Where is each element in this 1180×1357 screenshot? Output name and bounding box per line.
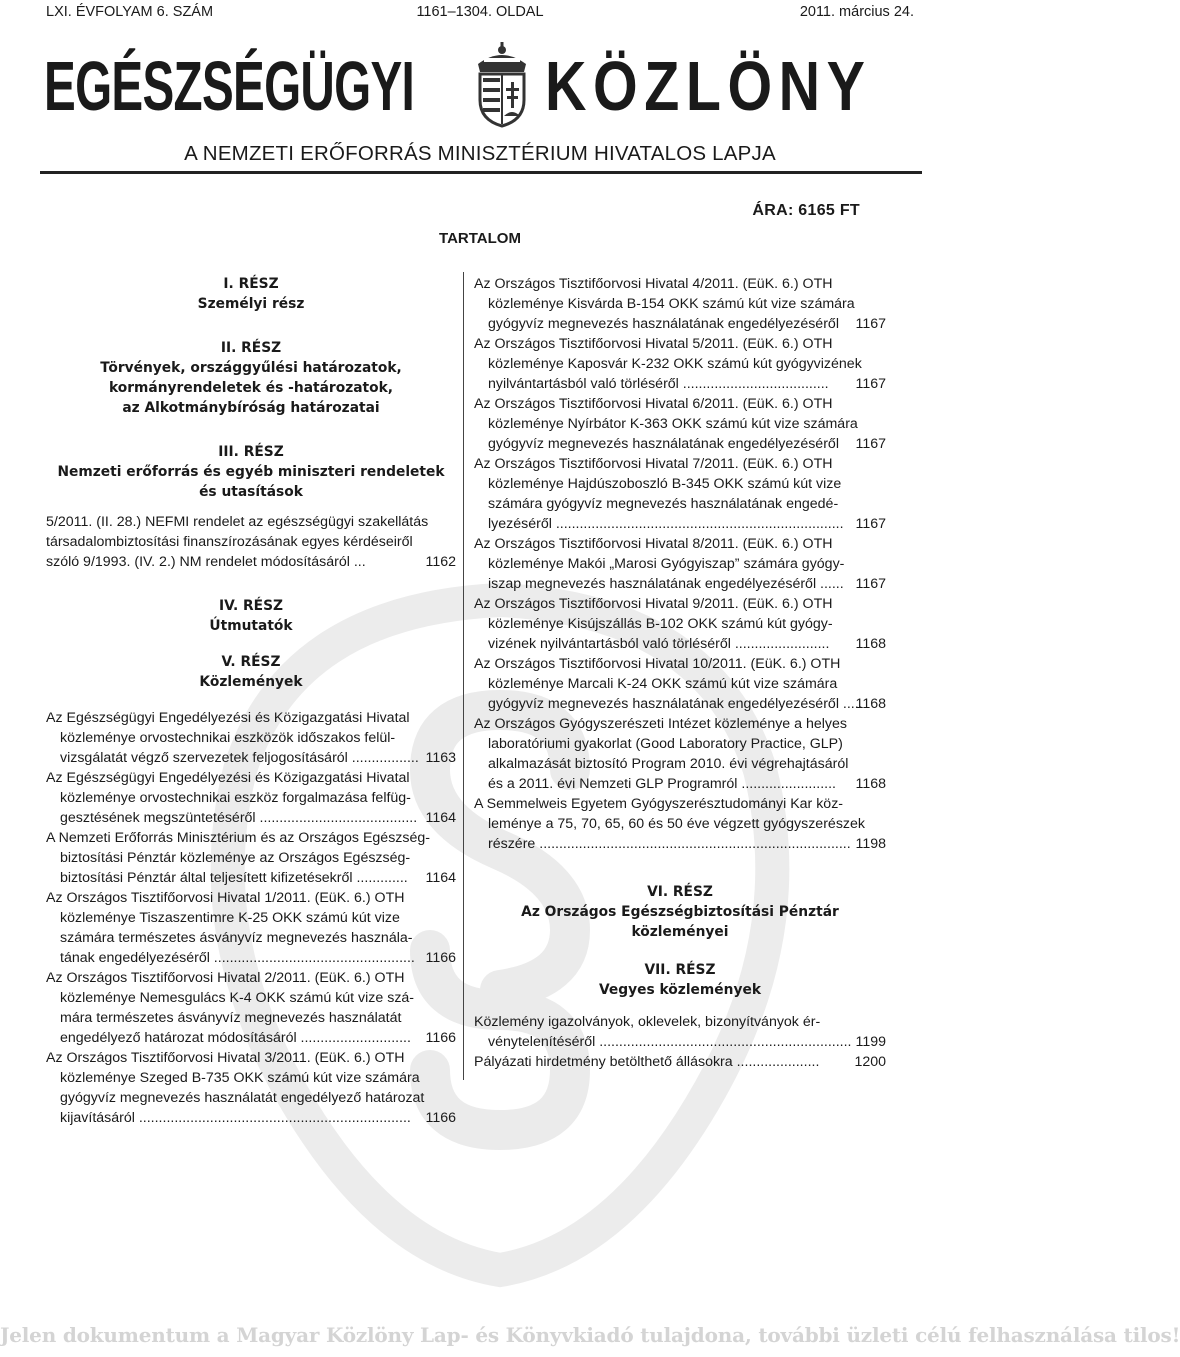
toc-entry[interactable] <box>474 274 886 334</box>
entry-line: Közlemény igazolványok, oklevelek, bizonyítványok ér- <box>474 1014 821 1030</box>
part-name-line: Törvények, országgyűlési határozatok, <box>100 360 402 376</box>
part-name: Vegyes közlemények <box>598 982 761 998</box>
part-number: II. RÉSZ <box>220 340 282 356</box>
entry-line: szóló 9/1993. (IV. 2.) NM rendelet módosításáról ... <box>46 554 366 570</box>
masthead-title-left: EGÉSZSÉGÜGYI <box>44 47 415 125</box>
entry-page: 1167 <box>855 376 886 392</box>
column-divider <box>463 272 464 1080</box>
entry-page: 1168 <box>855 636 886 652</box>
entry-line: Az Országos Tisztifőorvosi Hivatal 2/2011. (EüK. 6.) OTH <box>46 970 405 986</box>
hungarian-coat-of-arms-icon <box>458 42 546 128</box>
entry-page: 1162 <box>425 554 456 570</box>
entry-page: 1167 <box>855 516 886 532</box>
entry-line: közleménye Kisújszállás B-102 OKK számú kút gyógy- <box>488 616 833 632</box>
part-number: III. RÉSZ <box>218 444 284 460</box>
entry-line: leménye a 75, 70, 65, 60 és 50 éve végzett gyógyszerészek <box>488 816 865 832</box>
entry-line: Az Országos Tisztifőorvosi Hivatal 1/2011. (EüK. 6.) OTH <box>46 890 405 906</box>
entry-line: A Semmelweis Egyetem Gyógyszerésztudományi Kar köz- <box>474 796 844 812</box>
entry-line: iszap megnevezés használatának engedélyezéséről ...... <box>488 576 844 592</box>
toc-entry[interactable] <box>46 708 456 768</box>
entry-line: laboratóriumi gyakorlat (Good Laboratory Practice, GLP) <box>488 736 843 752</box>
entry-page: 1166 <box>425 1030 456 1046</box>
entry-line: közleménye orvostechnikai eszközök időszakos felül- <box>60 730 396 746</box>
toc-entry[interactable] <box>46 888 456 968</box>
part-7-heading <box>474 960 886 1000</box>
part-number: V. RÉSZ <box>221 654 281 670</box>
entry-line: vizének nyilvántartásból való törléséről ........................ <box>488 636 830 652</box>
part-6-heading <box>474 882 886 942</box>
entry-line: vénytelenítéséről ................................................................ <box>488 1034 852 1050</box>
entry-line: engedélyező határozat módosításáról ............................ <box>60 1030 411 1046</box>
toc-entry[interactable] <box>474 1052 886 1072</box>
entry-line: biztosítási Pénztár közleménye az Országos Egészség- <box>60 850 411 866</box>
entry-line: Az Országos Tisztifőorvosi Hivatal 8/2011. (EüK. 6.) OTH <box>474 536 833 552</box>
entry-page: 1166 <box>425 950 456 966</box>
entry-page: 1164 <box>425 810 456 826</box>
part-name-line: kormányrendeletek és -határozatok, <box>108 380 394 396</box>
toc-entry[interactable] <box>46 968 456 1048</box>
entry-line: mára természetes ásványvíz megnevezés használatát <box>60 1010 402 1026</box>
entry-line: A Nemzeti Erőforrás Minisztérium és az Országos Egészség- <box>46 830 430 846</box>
entry-page: 1167 <box>855 436 886 452</box>
entry-line: Az Országos Tisztifőorvosi Hivatal 4/2011. (EüK. 6.) OTH <box>474 276 833 292</box>
entry-page: 1168 <box>855 696 886 712</box>
entry-line: vizsgálatát végző szervezetek feljogosításáról ................. <box>60 750 419 766</box>
entry-line: Az Országos Tisztifőorvosi Hivatal 5/2011. (EüK. 6.) OTH <box>474 336 833 352</box>
masthead-subtitle: A NEMZETI ERŐFORRÁS MINISZTÉRIUM HIVATALOS LAPJA <box>184 142 776 165</box>
toc-entry[interactable] <box>474 654 886 714</box>
entry-page: 1167 <box>855 576 886 592</box>
entry-line: Az Egészségügyi Engedélyezési és Közigazgatási Hivatal <box>46 710 410 726</box>
entry-line: Az Országos Gyógyszerészeti Intézet közleménye a helyes <box>474 716 847 732</box>
entry-line: Az Országos Tisztifőorvosi Hivatal 6/2011. (EüK. 6.) OTH <box>474 396 833 412</box>
part-3-heading <box>46 442 456 502</box>
part-name-line: az Alkotmánybíróság határozatai <box>122 400 380 416</box>
toc-entry[interactable] <box>46 828 456 888</box>
masthead-title-right: KÖZLÖNY <box>545 47 872 125</box>
entry-line: Az Országos Tisztifőorvosi Hivatal 3/2011. (EüK. 6.) OTH <box>46 1050 405 1066</box>
entry-line: közleménye Makói „Marosi Gyógyiszap” számára gyógy- <box>488 556 845 572</box>
toc-entry[interactable] <box>474 454 886 534</box>
entry-page: 1163 <box>425 750 456 766</box>
toc-entry[interactable] <box>46 1048 456 1128</box>
entry-line: és a 2011. évi Nemzeti GLP Programról ........................ <box>488 776 836 792</box>
page-range: 1161–1304. OLDAL <box>416 4 544 20</box>
part-number: IV. RÉSZ <box>218 598 284 614</box>
entry-line: közleménye Marcali K-24 OKK számú kút vize számára <box>488 676 838 692</box>
entry-page: 1168 <box>855 776 886 792</box>
entry-line: 5/2011. (II. 28.) NEFMI rendelet az egészségügyi szakellátás <box>46 514 429 530</box>
entry-line: Az Egészségügyi Engedélyezési és Közigazgatási Hivatal <box>46 770 410 786</box>
toc-heading: TARTALOM <box>439 230 521 247</box>
part-name: Útmutatók <box>209 618 293 634</box>
entry-line: közleménye Hajdúszoboszló B-345 OKK számú kút vize <box>488 476 842 492</box>
part-name-line: és utasítások <box>199 484 303 500</box>
toc-entry[interactable] <box>474 534 886 594</box>
entry-page: 1167 <box>855 316 886 332</box>
part-1-heading <box>46 274 456 314</box>
part-4-heading <box>46 596 456 636</box>
entry-page: 1166 <box>425 1110 456 1126</box>
entry-line: Pályázati hirdetmény betölthető állásokra ..................... <box>474 1054 820 1070</box>
entry-page: 1200 <box>854 1054 886 1070</box>
entry-line: közleménye Nemesgulács K-4 OKK számú kút vize szá- <box>60 990 415 1006</box>
toc-entry[interactable] <box>474 594 886 654</box>
entry-line: gesztésének megszüntetéséről ........................................ <box>60 810 418 826</box>
toc-entry[interactable] <box>474 334 886 394</box>
copyright-notice: Jelen dokumentum a Magyar Közlöny Lap- és Könyvkiadó tulajdona, további üzleti célú felhasználása tilos! <box>0 1323 1180 1347</box>
entry-line: lyezéséről ......................................................................... <box>488 516 844 532</box>
part-name: Személyi rész <box>197 296 305 312</box>
entry-line: közleménye Nyírbátor K-363 OKK számú kút vize számára <box>488 416 858 432</box>
part-number: I. RÉSZ <box>223 276 279 292</box>
masthead <box>40 42 920 132</box>
entry-line: részére ............................................................................... <box>488 836 851 852</box>
entry-line: Az Országos Tisztifőorvosi Hivatal 7/2011. (EüK. 6.) OTH <box>474 456 833 472</box>
toc-entry[interactable] <box>474 714 886 794</box>
part-name-line: Nemzeti erőforrás és egyéb miniszteri rendeletek <box>57 464 445 480</box>
issue-header <box>46 2 914 24</box>
entry-line: Az Országos Tisztifőorvosi Hivatal 9/2011. (EüK. 6.) OTH <box>474 596 833 612</box>
toc-entry[interactable] <box>474 394 886 454</box>
part-name: Közlemények <box>199 674 303 690</box>
entry-line: tának engedélyezéséről ................................................... <box>60 950 415 966</box>
entry-line: számára gyógyvíz megnevezés használatának engedé- <box>488 496 839 512</box>
entry-line: társadalombiztosítási finanszírozásának egyes kérdéseiről <box>46 534 413 550</box>
toc-left-column <box>46 274 456 1128</box>
entry-line: Az Országos Tisztifőorvosi Hivatal 10/2011. (EüK. 6.) OTH <box>474 656 841 672</box>
part-2-heading <box>46 338 456 418</box>
entry-line: közleménye Kisvárda B-154 OKK számú kút vize számára <box>488 296 855 312</box>
volume-number: LXI. ÉVFOLYAM 6. SZÁM <box>46 4 214 20</box>
toc-entry[interactable] <box>474 1012 886 1052</box>
entry-line: biztosítási Pénztár által teljesített kifizetésekről ............. <box>60 870 408 886</box>
part-number: VI. RÉSZ <box>647 884 713 900</box>
entry-line: közleménye Kaposvár K-232 OKK számú kút gyógyvizének <box>488 356 862 372</box>
entry-line: kijavításáról ..................................................................... <box>60 1110 411 1126</box>
issue-date: 2011. március 24. <box>799 4 914 20</box>
entry-line: alkalmazását biztosító Program 2010. évi végrehajtásáról <box>488 756 849 772</box>
entry-page: 1198 <box>855 836 886 852</box>
entry-line: számára természetes ásványvíz megnevezés használa- <box>60 930 413 946</box>
entry-line: gyógyvíz megnevezés használatát engedélyező határozat <box>60 1090 425 1106</box>
entry-line: gyógyvíz megnevezés használatának engedélyezéséről ..... <box>488 696 863 712</box>
entry-page: 1199 <box>855 1034 886 1050</box>
entry-line: közleménye Tiszaszentimre K-25 OKK számú kút vize <box>60 910 400 926</box>
entry-line: közleménye orvostechnikai eszköz forgalmazása felfüg- <box>60 790 411 806</box>
toc-right-column <box>474 274 886 1072</box>
entry-line: közleménye Szeged B-735 OKK számú kút vize számára <box>60 1070 420 1086</box>
toc-entry[interactable] <box>46 768 456 828</box>
part-name: Az Országos Egészségbiztosítási Pénztár közleményei <box>521 904 839 940</box>
entry-line: nyilvántartásból való törléséről ..................................... <box>488 376 829 392</box>
entry-line: gyógyvíz megnevezés használatának engedélyezéséről <box>488 436 839 452</box>
toc-entry[interactable] <box>46 512 456 572</box>
part-5-heading <box>46 652 456 692</box>
header-rule <box>40 171 922 174</box>
price-label: ÁRA: 6165 FT <box>752 202 860 219</box>
toc-entry[interactable] <box>474 794 886 854</box>
entry-page: 1164 <box>425 870 456 886</box>
entry-line: gyógyvíz megnevezés használatának engedélyezéséről <box>488 316 839 332</box>
part-number: VII. RÉSZ <box>644 962 716 978</box>
